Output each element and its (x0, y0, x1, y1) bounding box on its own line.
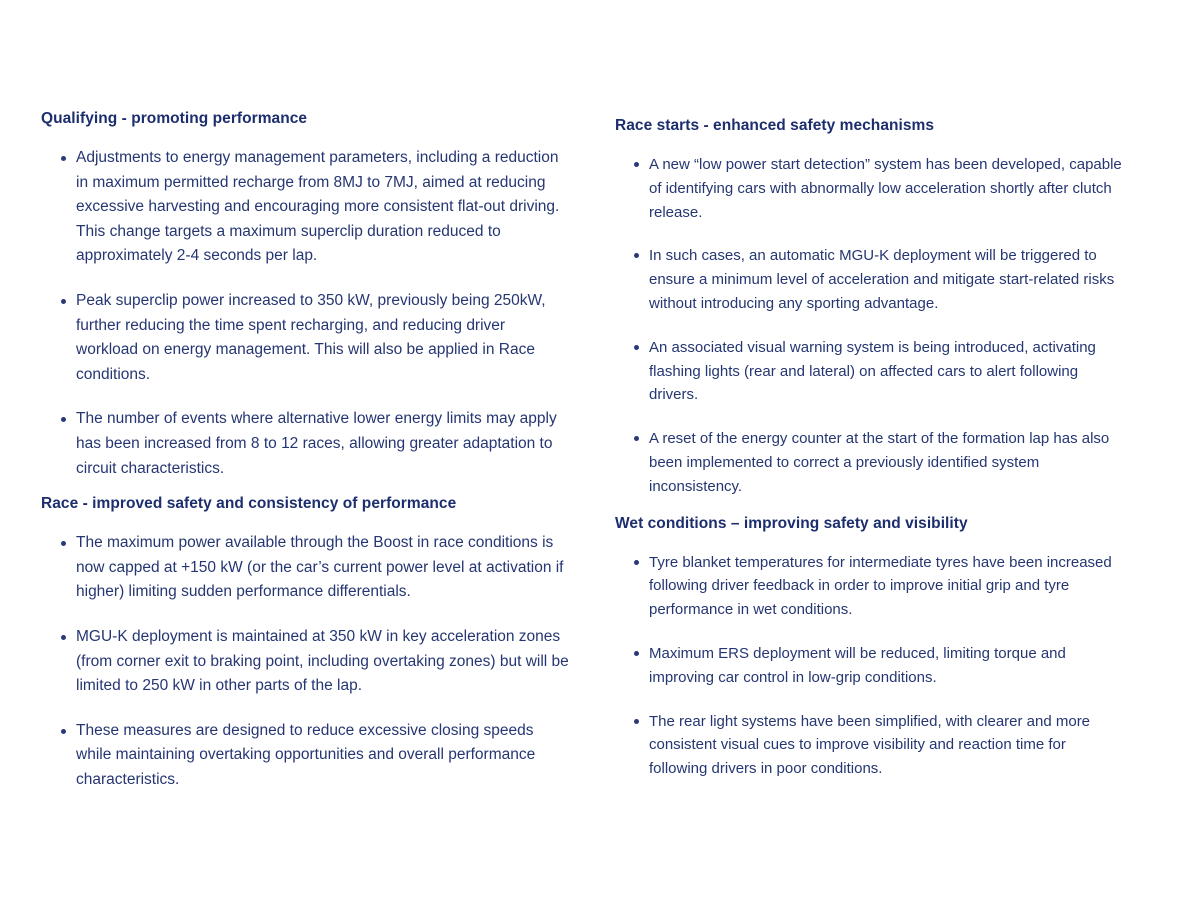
bullet-icon (61, 729, 66, 734)
bullet-icon (634, 162, 639, 167)
list-item-text: MGU-K deployment is maintained at 350 kW in key acceleration zones (from corner exit to braking point, including overtaking zones) but will be limited to 250 kW in other parts of the lap. (76, 627, 569, 695)
bullet-icon (61, 541, 66, 546)
list-item (41, 289, 571, 387)
right-column (615, 114, 1125, 781)
bullet-icon (61, 299, 66, 304)
bullet-icon (634, 651, 639, 656)
left-column (41, 107, 571, 807)
list-item-text: Adjustments to energy management parameters, including a reduction in maximum permitted recharge from 8MJ to 7MJ, aimed at reducing excessive harvesting and encouraging more consistent flat-out driving. This change targets a maximum superclip duration reduced to approximately 2-4 seconds per lap. (76, 149, 560, 265)
list-item-text: The number of events where alternative lower energy limits may apply has been increased from 8 to 12 races, allowing greater adaptation to circuit characteristics. (76, 410, 557, 477)
list-item-text: A new “low power start detection” system has been developed, capable of identifying cars with abnormally low acceleration shortly after clutch release. (649, 156, 1122, 221)
section-qualifying (41, 107, 571, 481)
list-item-text: These measures are designed to reduce excessive closing speeds while maintaining overtaking opportunities and overall performance characteristics. (76, 721, 536, 788)
list-item-text: A reset of the energy counter at the start of the formation lap has also been implemented to correct a previously identified system inconsistency. (649, 430, 1110, 495)
list-item (615, 642, 1125, 690)
section-heading: Race - improved safety and consistency of performance (41, 495, 457, 513)
section-race-starts (615, 114, 1125, 499)
list-item (615, 710, 1125, 781)
list-item-text: Peak superclip power increased to 350 kW, previously being 250kW, further reducing the time spent recharging, and reducing driver workload on energy management. This will also be applied in Race conditions. (76, 291, 546, 383)
bullet-icon (634, 560, 639, 565)
list-item-text: The maximum power available through the Boost in race conditions is now capped at +150 kW (or the car’s current power level at activation if higher) limiting sudden performance differentials. (76, 534, 564, 601)
list-item (41, 719, 571, 793)
bullet-icon (634, 345, 639, 350)
bullet-icon (61, 417, 66, 422)
list-item (615, 427, 1125, 498)
list-item (41, 531, 571, 605)
bullet-icon (634, 436, 639, 441)
list-item (615, 551, 1125, 622)
bullet-list (615, 153, 1125, 499)
list-item-text: The rear light systems have been simplified, with clearer and more consistent visual cues to improve visibility and reaction time for following drivers in poor conditions. (649, 712, 1091, 778)
section-heading: Wet conditions – improving safety and visibility (615, 514, 968, 532)
section-heading: Qualifying - promoting performance (41, 110, 308, 127)
list-item (615, 153, 1125, 224)
section-heading: Race starts - enhanced safety mechanisms (615, 117, 935, 134)
list-item-text: Maximum ERS deployment will be reduced, limiting torque and improving car control in low-grip conditions. (649, 644, 1066, 686)
list-item-text: An associated visual warning system is being introduced, activating flashing lights (rear and lateral) on affected cars to alert following drivers. (649, 338, 1096, 404)
list-item (615, 336, 1125, 407)
section-wet-conditions (615, 512, 1125, 781)
bullet-icon (61, 635, 66, 640)
bullet-icon (61, 156, 66, 161)
list-item (41, 625, 571, 699)
bullet-icon (634, 719, 639, 724)
list-item-text: Tyre blanket temperatures for intermediate tyres have been increased following driver feedback in order to improve initial grip and tyre performance in wet conditions. (649, 553, 1112, 619)
list-item (41, 407, 571, 481)
list-item (41, 146, 571, 269)
bullet-list (41, 531, 571, 792)
bullet-icon (634, 253, 639, 258)
list-item-text: In such cases, an automatic MGU-K deployment will be triggered to ensure a minimum level of acceleration and mitigate start-related risks without introducing any sporting advantage. (649, 247, 1115, 312)
bullet-list (615, 551, 1125, 781)
list-item (615, 244, 1125, 315)
bullet-list (41, 146, 571, 481)
section-race (41, 492, 571, 792)
